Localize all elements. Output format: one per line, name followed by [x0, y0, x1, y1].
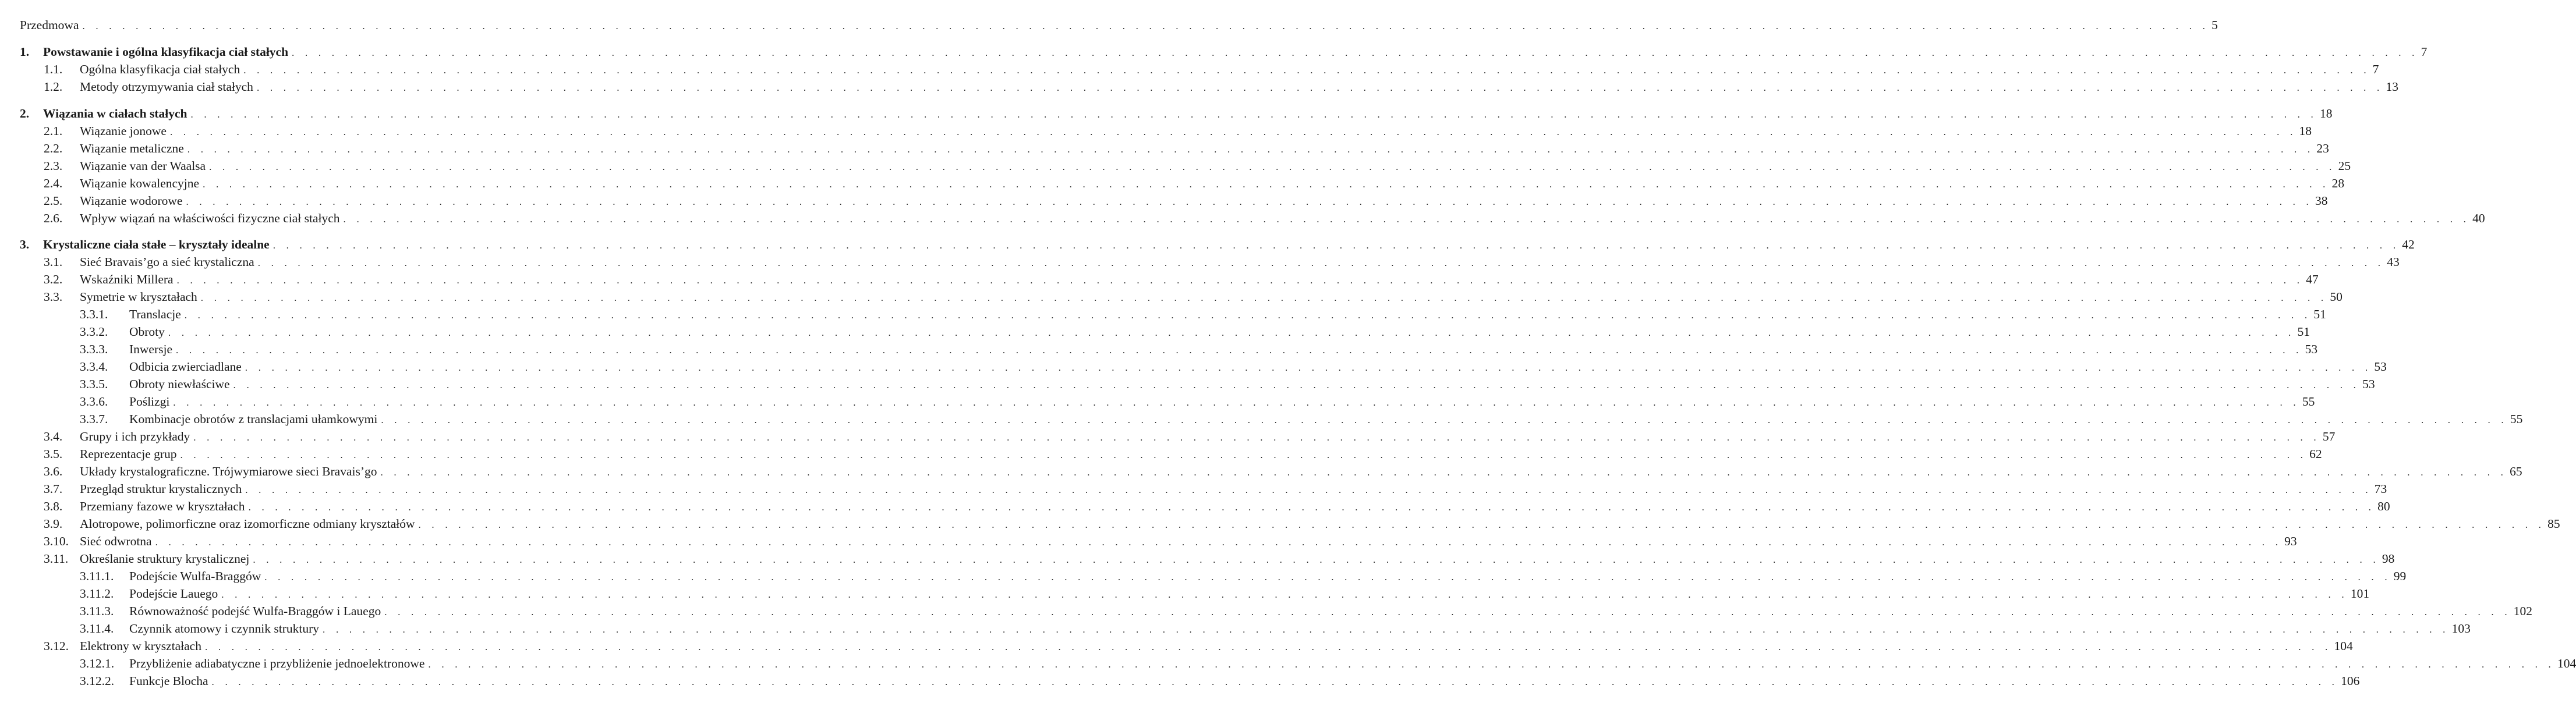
toc-entry-number: 2.5.: [44, 194, 63, 208]
toc-entry-page-number: 23: [2316, 141, 2329, 155]
dot-leader: . . . . . . . . . . . . . . . . . . . . . . . . . . . . . . . . . . . . . . . . . . . . . . . . . . . . . . . . . . . . . . . . . . . . . . . . . . . . . . . . . . . . . . . . . . . . . . . . . . . . . . . . . . . . . . . . . . . . . . . . . . . . . . . . . . . . . . . . . . . . . . . . . . . . . . . . . . . . . . . .: [187, 144, 2315, 155]
toc-entry-page-number: 62: [2309, 447, 2322, 461]
toc-entry[interactable]: [80, 393, 2315, 410]
toc-entry-number: 3.11.: [44, 552, 69, 566]
toc-entry[interactable]: [20, 236, 2415, 253]
toc-entry-title: Wiązanie metaliczne: [80, 141, 184, 155]
toc-entry-title: Alotropowe, polimorficzne oraz izomorficzne odmiany kryształów: [80, 517, 415, 531]
toc-entry[interactable]: [44, 481, 2387, 497]
toc-entry-number: 3.9.: [44, 517, 63, 531]
dot-leader: . . . . . . . . . . . . . . . . . . . . . . . . . . . . . . . . . . . . . . . . . . . . . . . . . . . . . . . . . . . . . . . . . . . . . . . . . . . . . . . . . . . . . . . . . . . . . . . . . . . . . . . . . . . . . . . . . . . . . . . . . . . . . . . . . . . . . . . . . . . . . . . . . . . . . . . . . . . . . . . .: [248, 502, 2376, 513]
toc-entry-number: 3.7.: [44, 482, 63, 496]
dot-leader: . . . . . . . . . . . . . . . . . . . . . . . . . . . . . . . . . . . . . . . . . . . . . . . . . . . . . . . . . . . . . . . . . . . . . . . . . . . . . . . . . . . . . . . . . . . . . . . . . . . . . . . . . . . . . . . . . . . . . . . . . . . . . . . . . . . . . . . . . . . . . . . . . . . . . . . . . . . . . . . .: [380, 467, 2508, 478]
toc-entry-title: Reprezentacje grup: [80, 447, 177, 461]
toc-entry-title: Przemiany fazowe w kryształach: [80, 499, 245, 513]
dot-leader: . . . . . . . . . . . . . . . . . . . . . . . . . . . . . . . . . . . . . . . . . . . . . . . . . . . . . . . . . . . . . . . . . . . . . . . . . . . . . . . . . . . . . . . . . . . . . . . . . . . . . . . . . . . . . . . . . . . . . . . . . . . . . . . . . . . . . . . . . . . . . . . . . . . . . . . . . . . . . . . .: [200, 292, 2328, 303]
dot-leader: . . . . . . . . . . . . . . . . . . . . . . . . . . . . . . . . . . . . . . . . . . . . . . . . . . . . . . . . . . . . . . . . . . . . . . . . . . . . . . . . . . . . . . . . . . . . . . . . . . . . . . . . . . . . . . . . . . . . . . . . . . . . . . . . . . . . . . . . . . . . . . . . . . . . . . . . . . . . . . . .: [169, 126, 2297, 137]
toc-entry-title: Wiązanie van der Waalsa: [80, 159, 206, 173]
toc-entry-title: Czynnik atomowy i czynnik struktury: [129, 622, 320, 636]
toc-entry[interactable]: [44, 140, 2329, 157]
dot-leader: . . . . . . . . . . . . . . . . . . . . . . . . . . . . . . . . . . . . . . . . . . . . . . . . . . . . . . . . . . . . . . . . . . . . . . . . . . . . . . . . . . . . . . . . . . . . . . . . . . . . . . . . . . . . . . . . . . . . . . . . . . . . . . . . . . . . . . . . . . . . . . . . . . . . . . . . . . . . . . . .: [381, 414, 2508, 425]
toc-entry-title: Funkcje Blocha: [129, 674, 208, 688]
dot-leader: . . . . . . . . . . . . . . . . . . . . . . . . . . . . . . . . . . . . . . . . . . . . . . . . . . . . . . . . . . . . . . . . . . . . . . . . . . . . . . . . . . . . . . . . . . . . . . . . . . . . . . . . . . . . . . . . . . . . . . . . . . . . . . . . . . . . . . . . . . . . . . . . . . . . . . . . . . . . . . . .: [193, 432, 2320, 443]
toc-entry-title: Obroty niewłaściwe: [129, 377, 230, 391]
toc-entry-number: 3.12.2.: [80, 674, 115, 688]
toc-entry-number: 3.5.: [44, 447, 63, 461]
toc-entry-title: Kombinacje obrotów z translacjami ułamkowymi: [129, 412, 378, 426]
toc-entry-page-number: 18: [2299, 124, 2312, 138]
toc-entry-title: Podejście Wulfa-Braggów: [129, 569, 261, 583]
toc-entry-page-number: 51: [2313, 307, 2326, 321]
toc-entry-page-number: 28: [2331, 176, 2345, 190]
toc-entry-title: Wskaźniki Millera: [80, 272, 174, 286]
toc-entry-page-number: 103: [2451, 622, 2471, 636]
toc-entry-title: Powstawanie i ogólna klasyfikacja ciał stałych: [43, 45, 289, 59]
toc-entry-title: Określanie struktury krystalicznej: [80, 552, 250, 566]
toc-entry-page-number: 40: [2472, 211, 2485, 225]
dot-leader: . . . . . . . . . . . . . . . . . . . . . . . . . . . . . . . . . . . . . . . . . . . . . . . . . . . . . . . . . . . . . . . . . . . . . . . . . . . . . . . . . . . . . . . . . . . . . . . . . . . . . . . . . . . . . . . . . . . . . . . . . . . . . . . . . . . . . . . . . . . . . . . . . . . . . . . . . . . . . . . .: [245, 484, 2372, 495]
toc-entry-page-number: 55: [2302, 395, 2315, 409]
toc-entry[interactable]: [44, 254, 2400, 270]
toc-entry-page-number: 53: [2362, 377, 2375, 391]
toc-entry[interactable]: [44, 551, 2395, 567]
toc-entry[interactable]: [20, 44, 2428, 60]
dot-leader: . . . . . . . . . . . . . . . . . . . . . . . . . . . . . . . . . . . . . . . . . . . . . . . . . . . . . . . . . . . . . . . . . . . . . . . . . . . . . . . . . . . . . . . . . . . . . . . . . . . . . . . . . . . . . . . . . . . . . . . . . . . . . . . . . . . . . . . . . . . . . . . . . . . . . . . . . . . . . . . .: [256, 82, 2384, 93]
dot-leader: . . . . . . . . . . . . . . . . . . . . . . . . . . . . . . . . . . . . . . . . . . . . . . . . . . . . . . . . . . . . . . . . . . . . . . . . . . . . . . . . . . . . . . . . . . . . . . . . . . . . . . . . . . . . . . . . . . . . . . . . . . . . . . . . . . . . . . . . . . . . . . . . . . . . . . . . . . . . . . . .: [292, 47, 2419, 58]
toc-entry-number: 3.3.4.: [80, 360, 108, 374]
dot-leader: . . . . . . . . . . . . . . . . . . . . . . . . . . . . . . . . . . . . . . . . . . . . . . . . . . . . . . . . . . . . . . . . . . . . . . . . . . . . . . . . . . . . . . . . . . . . . . . . . . . . . . . . . . . . . . . . . . . . . . . . . . . . . . . . . . . . . . . . . . . . . . . . . . . . . . . . . . . . . . . .: [257, 257, 2385, 268]
toc-entry[interactable]: [80, 411, 2523, 427]
dot-leader: . . . . . . . . . . . . . . . . . . . . . . . . . . . . . . . . . . . . . . . . . . . . . . . . . . . . . . . . . . . . . . . . . . . . . . . . . . . . . . . . . . . . . . . . . . . . . . . . . . . . . . . . . . . . . . . . . . . . . . . . . . . . . . . . . . . . . . . . . . . . . . . . . . . . . . . . . . . . . . . .: [264, 571, 2391, 583]
dot-leader: . . . . . . . . . . . . . . . . . . . . . . . . . . . . . . . . . . . . . . . . . . . . . . . . . . . . . . . . . . . . . . . . . . . . . . . . . . . . . . . . . . . . . . . . . . . . . . . . . . . . . . . . . . . . . . . . . . . . . . . . . . . . . . . . . . . . . . . . . . . . . . . . . . . . . . . . . . . . . . . .: [186, 196, 2313, 207]
toc-entry-page-number: 101: [2350, 587, 2370, 601]
toc-entry-number: 3.10.: [44, 534, 69, 548]
toc-entry-title: Równoważność podejść Wulfa-Braggów i Lauego: [129, 604, 381, 618]
toc-entry-page-number: 73: [2374, 482, 2387, 496]
toc-entry-number: 3.1.: [44, 255, 63, 269]
toc-entry-title: Przybliżenie adiabatyczne i przybliżenie jednoelektronowe: [129, 656, 425, 670]
dot-leader: . . . . . . . . . . . . . . . . . . . . . . . . . . . . . . . . . . . . . . . . . . . . . . . . . . . . . . . . . . . . . . . . . . . . . . . . . . . . . . . . . . . . . . . . . . . . . . . . . . . . . . . . . . . . . . . . . . . . . . . . . . . . . . . . . . . . . . . . . . . . . . . . . . . . . . . . . . . . . . . .: [176, 345, 2303, 356]
toc-entry[interactable]: [44, 210, 2485, 226]
toc-entry-page-number: 80: [2377, 499, 2390, 513]
toc-entry-page-number: 55: [2510, 412, 2523, 426]
toc-entry[interactable]: [80, 603, 2533, 619]
toc-entry-number: 3.12.: [44, 639, 69, 653]
toc-entry-page-number: 57: [2322, 429, 2336, 443]
toc-entry-number: 2.2.: [44, 141, 63, 155]
toc-entry-number: 3.11.1.: [80, 569, 114, 583]
toc-entry-page-number: 65: [2510, 464, 2522, 478]
dot-leader: . . . . . . . . . . . . . . . . . . . . . . . . . . . . . . . . . . . . . . . . . . . . . . . . . . . . . . . . . . . . . . . . . . . . . . . . . . . . . . . . . . . . . . . . . . . . . . . . . . . . . . . . . . . . . . . . . . . . . . . . . . . . . . . . . . . . . . . . . . . . . . . . . . . . . . . . . . . . . . . .: [343, 214, 2471, 225]
dot-leader: . . . . . . . . . . . . . . . . . . . . . . . . . . . . . . . . . . . . . . . . . . . . . . . . . . . . . . . . . . . . . . . . . . . . . . . . . . . . . . . . . . . . . . . . . . . . . . . . . . . . . . . . . . . . . . . . . . . . . . . . . . . . . . . . . . . . . . . . . . . . . . . . . . . . . . . . . . . . . . . .: [384, 606, 2511, 617]
toc-entry[interactable]: [44, 463, 2522, 480]
toc-entry-page-number: 85: [2547, 517, 2560, 531]
toc-entry[interactable]: [80, 376, 2375, 392]
toc-entry-page-number: 7: [2421, 45, 2428, 59]
toc-entry-page-number: 7: [2372, 62, 2379, 76]
toc-entry-number: 3.8.: [44, 499, 63, 513]
toc-entry-page-number: 18: [2320, 106, 2333, 120]
toc-entry-number: 3.2.: [44, 272, 63, 286]
toc-entry-page-number: 99: [2393, 569, 2407, 583]
toc-entry[interactable]: [44, 289, 2343, 305]
dot-leader: . . . . . . . . . . . . . . . . . . . . . . . . . . . . . . . . . . . . . . . . . . . . . . . . . . . . . . . . . . . . . . . . . . . . . . . . . . . . . . . . . . . . . . . . . . . . . . . . . . . . . . . . . . . . . . . . . . . . . . . . . . . . . . . . . . . . . . . . . . . . . . . . . . . . . . . . . . . . . . . .: [253, 554, 2380, 565]
toc-entry-title: Translacje: [129, 307, 181, 321]
toc-entry-page-number: 93: [2284, 534, 2297, 548]
toc-entry-title: Elektrony w kryształach: [80, 639, 201, 653]
toc-entry-title: Sieć odwrotna: [80, 534, 152, 548]
toc-entry-title: Odbicia zwierciadlane: [129, 360, 242, 374]
toc-entry-number: 3.3.6.: [80, 395, 108, 409]
toc-entry[interactable]: [80, 324, 2310, 340]
toc-entry[interactable]: [20, 17, 2218, 33]
toc-entry-number: 3.3.: [44, 290, 63, 304]
toc-entry-number: 3.3.7.: [80, 412, 108, 426]
toc-entry[interactable]: [44, 79, 2398, 95]
toc-entry[interactable]: [20, 105, 2333, 122]
dot-leader: . . . . . . . . . . . . . . . . . . . . . . . . . . . . . . . . . . . . . . . . . . . . . . . . . . . . . . . . . . . . . . . . . . . . . . . . . . . . . . . . . . . . . . . . . . . . . . . . . . . . . . . . . . . . . . . . . . . . . . . . . . . . . . . . . . . . . . . . . . . . . . . . . . . . . . . . . . . . . . . .: [180, 449, 2308, 460]
toc-entry-page-number: 53: [2374, 360, 2387, 374]
toc-entry-number: 3.4.: [44, 429, 63, 443]
toc-entry-page-number: 25: [2338, 159, 2351, 173]
toc-entry[interactable]: [80, 341, 2318, 357]
toc-entry[interactable]: [80, 620, 2471, 637]
dot-leader: . . . . . . . . . . . . . . . . . . . . . . . . . . . . . . . . . . . . . . . . . . . . . . . . . . . . . . . . . . . . . . . . . . . . . . . . . . . . . . . . . . . . . . . . . . . . . . . . . . . . . . . . . . . . . . . . . . . . . . . . . . . . . . . . . . . . . . . . . . . . . . . . . . . . . . . . . . . . . . . .: [155, 537, 2283, 548]
toc-entry[interactable]: [80, 358, 2387, 375]
dot-leader: . . . . . . . . . . . . . . . . . . . . . . . . . . . . . . . . . . . . . . . . . . . . . . . . . . . . . . . . . . . . . . . . . . . . . . . . . . . . . . . . . . . . . . . . . . . . . . . . . . . . . . . . . . . . . . . . . . . . . . . . . . . . . . . . . . . . . . . . . . . . . . . . . . . . . . . . . . . . . . . .: [184, 310, 2312, 321]
dot-leader: . . . . . . . . . . . . . . . . . . . . . . . . . . . . . . . . . . . . . . . . . . . . . . . . . . . . . . . . . . . . . . . . . . . . . . . . . . . . . . . . . . . . . . . . . . . . . . . . . . . . . . . . . . . . . . . . . . . . . . . . . . . . . . . . . . . . . . . . . . . . . . . . . . . . . . . . . . . . . . . .: [203, 179, 2330, 190]
toc-entry[interactable]: [44, 271, 2319, 287]
toc-entry-page-number: 43: [2387, 255, 2400, 269]
toc-entry-number: 3.6.: [44, 464, 63, 478]
toc-entry[interactable]: [44, 533, 2297, 549]
toc-entry-title: Sieć Bravais’go a sieć krystaliczna: [80, 255, 254, 269]
toc-entry-title: Inwersje: [129, 342, 173, 356]
toc-entry-title: Metody otrzymywania ciał stałych: [80, 80, 253, 94]
toc-entry[interactable]: [44, 516, 2560, 532]
toc-entry-number: 3.3.2.: [80, 325, 108, 339]
toc-entry[interactable]: [44, 498, 2390, 514]
toc-entry-number: 2.1.: [44, 124, 63, 138]
toc-entry-title: Przedmowa: [20, 18, 79, 32]
toc-entry-title: Poślizgi: [129, 395, 170, 409]
toc-entry-page-number: 5: [2211, 18, 2218, 32]
toc-entry[interactable]: [80, 655, 2576, 672]
toc-entry-page-number: 42: [2402, 237, 2415, 251]
dot-leader: . . . . . . . . . . . . . . . . . . . . . . . . . . . . . . . . . . . . . . . . . . . . . . . . . . . . . . . . . . . . . . . . . . . . . . . . . . . . . . . . . . . . . . . . . . . . . . . . . . . . . . . . . . . . . . . . . . . . . . . . . . . . . . . . . . . . . . . . . . . . . . . . . . . . . . . . . . . . . . . .: [428, 659, 2555, 670]
toc-entry[interactable]: [80, 585, 2370, 602]
dot-leader: . . . . . . . . . . . . . . . . . . . . . . . . . . . . . . . . . . . . . . . . . . . . . . . . . . . . . . . . . . . . . . . . . . . . . . . . . . . . . . . . . . . . . . . . . . . . . . . . . . . . . . . . . . . . . . . . . . . . . . . . . . . . . . . . . . . . . . . . . . . . . . . . . . . . . . . . . . . . . . . .: [209, 161, 2336, 172]
toc-entry-title: Wiązanie kowalencyjne: [80, 176, 200, 190]
toc-entry[interactable]: [44, 446, 2322, 462]
toc-entry-title: Ogólna klasyfikacja ciał stałych: [80, 62, 240, 76]
toc-entry-number: 1.1.: [44, 62, 63, 76]
toc-entry-title: Przegląd struktur krystalicznych: [80, 482, 242, 496]
dot-leader: . . . . . . . . . . . . . . . . . . . . . . . . . . . . . . . . . . . . . . . . . . . . . . . . . . . . . . . . . . . . . . . . . . . . . . . . . . . . . . . . . . . . . . . . . . . . . . . . . . . . . . . . . . . . . . . . . . . . . . . . . . . . . . . . . . . . . . . . . . . . . . . . . . . . . . . . . . . . . . . .: [176, 275, 2304, 286]
toc-entry[interactable]: [80, 673, 2360, 689]
toc-entry-title: Wiązanie wodorowe: [80, 194, 183, 208]
toc-entry-title: Wiązania w ciałach stałych: [43, 106, 187, 120]
toc-entry[interactable]: [44, 61, 2379, 77]
dot-leader: . . . . . . . . . . . . . . . . . . . . . . . . . . . . . . . . . . . . . . . . . . . . . . . . . . . . . . . . . . . . . . . . . . . . . . . . . . . . . . . . . . . . . . . . . . . . . . . . . . . . . . . . . . . . . . . . . . . . . . . . . . . . . . . . . . . . . . . . . . . . . . . . . . . . . . . . . . . . . . . .: [204, 641, 2332, 652]
toc-entry-number: 1.2.: [44, 80, 63, 94]
toc-entry[interactable]: [44, 123, 2312, 139]
toc-entry-number: 2.: [20, 106, 30, 120]
toc-entry-title: Krystaliczne ciała stałe – kryształy idealne: [43, 237, 270, 251]
dot-leader: . . . . . . . . . . . . . . . . . . . . . . . . . . . . . . . . . . . . . . . . . . . . . . . . . . . . . . . . . . . . . . . . . . . . . . . . . . . . . . . . . . . . . . . . . . . . . . . . . . . . . . . . . . . . . . . . . . . . . . . . . . . . . . . . . . . . . . . . . . . . . . . . . . . . . . . . . . . . . . . .: [323, 624, 2450, 635]
toc-entry-page-number: 38: [2315, 194, 2328, 208]
dot-leader: . . . . . . . . . . . . . . . . . . . . . . . . . . . . . . . . . . . . . . . . . . . . . . . . . . . . . . . . . . . . . . . . . . . . . . . . . . . . . . . . . . . . . . . . . . . . . . . . . . . . . . . . . . . . . . . . . . . . . . . . . . . . . . . . . . . . . . . . . . . . . . . . . . . . . . . . . . . . . . . .: [233, 379, 2361, 390]
dot-leader: . . . . . . . . . . . . . . . . . . . . . . . . . . . . . . . . . . . . . . . . . . . . . . . . . . . . . . . . . . . . . . . . . . . . . . . . . . . . . . . . . . . . . . . . . . . . . . . . . . . . . . . . . . . . . . . . . . . . . . . . . . . . . . . . . . . . . . . . . . . . . . . . . . . . . . . . . . . . . . . .: [418, 519, 2546, 530]
toc-entry-number: 1.: [20, 45, 30, 59]
toc-entry-number: 3.11.3.: [80, 604, 114, 618]
toc-entry-number: 2.6.: [44, 211, 63, 225]
toc-entry-number: 3.11.4.: [80, 622, 114, 636]
toc-entry-page-number: 51: [2297, 325, 2310, 339]
toc-entry-number: 3.12.1.: [80, 656, 115, 670]
toc-entry-number: 2.3.: [44, 159, 63, 173]
dot-leader: . . . . . . . . . . . . . . . . . . . . . . . . . . . . . . . . . . . . . . . . . . . . . . . . . . . . . . . . . . . . . . . . . . . . . . . . . . . . . . . . . . . . . . . . . . . . . . . . . . . . . . . . . . . . . . . . . . . . . . . . . . . . . . . . . . . . . . . . . . . . . . . . . . . . . . . . . . . . . . . .: [82, 20, 2210, 31]
toc-entry[interactable]: [44, 175, 2345, 191]
toc-entry-page-number: 104: [2334, 639, 2353, 653]
toc-entry-number: 3.: [20, 237, 30, 251]
toc-entry[interactable]: [80, 568, 2407, 584]
toc-entry-number: 3.3.1.: [80, 307, 108, 321]
dot-leader: . . . . . . . . . . . . . . . . . . . . . . . . . . . . . . . . . . . . . . . . . . . . . . . . . . . . . . . . . . . . . . . . . . . . . . . . . . . . . . . . . . . . . . . . . . . . . . . . . . . . . . . . . . . . . . . . . . . . . . . . . . . . . . . . . . . . . . . . . . . . . . . . . . . . . . . . . . . . . . . .: [221, 589, 2348, 600]
toc-entry-number: 3.3.3.: [80, 342, 108, 356]
toc-entry-title: Układy krystalograficzne. Trójwymiarowe sieci Bravais’go: [80, 464, 377, 478]
toc-entry-page-number: 104: [2557, 656, 2576, 670]
toc-entry-page-number: 106: [2341, 674, 2360, 688]
dot-leader: . . . . . . . . . . . . . . . . . . . . . . . . . . . . . . . . . . . . . . . . . . . . . . . . . . . . . . . . . . . . . . . . . . . . . . . . . . . . . . . . . . . . . . . . . . . . . . . . . . . . . . . . . . . . . . . . . . . . . . . . . . . . . . . . . . . . . . . . . . . . . . . . . . . . . . . . . . . . . . . .: [168, 327, 2295, 338]
toc-entry-title: Wpływ wiązań na właściwości fizyczne ciał stałych: [80, 211, 340, 225]
toc-entry[interactable]: [44, 638, 2353, 654]
toc-entry-number: 3.3.5.: [80, 377, 108, 391]
toc-entry-title: Symetrie w kryształach: [80, 290, 197, 304]
toc-entry-page-number: 47: [2306, 272, 2319, 286]
toc-entry-title: Grupy i ich przykłady: [80, 429, 190, 443]
toc-entry-page-number: 53: [2305, 342, 2318, 356]
toc-entry[interactable]: [44, 428, 2336, 445]
dot-leader: . . . . . . . . . . . . . . . . . . . . . . . . . . . . . . . . . . . . . . . . . . . . . . . . . . . . . . . . . . . . . . . . . . . . . . . . . . . . . . . . . . . . . . . . . . . . . . . . . . . . . . . . . . . . . . . . . . . . . . . . . . . . . . . . . . . . . . . . . . . . . . . . . . . . . . . . . . . . . . . .: [211, 676, 2339, 687]
toc-entry-page-number: 13: [2386, 80, 2398, 94]
dot-leader: . . . . . . . . . . . . . . . . . . . . . . . . . . . . . . . . . . . . . . . . . . . . . . . . . . . . . . . . . . . . . . . . . . . . . . . . . . . . . . . . . . . . . . . . . . . . . . . . . . . . . . . . . . . . . . . . . . . . . . . . . . . . . . . . . . . . . . . . . . . . . . . . . . . . . . . . . . . . . . . .: [273, 240, 2400, 251]
dot-leader: . . . . . . . . . . . . . . . . . . . . . . . . . . . . . . . . . . . . . . . . . . . . . . . . . . . . . . . . . . . . . . . . . . . . . . . . . . . . . . . . . . . . . . . . . . . . . . . . . . . . . . . . . . . . . . . . . . . . . . . . . . . . . . . . . . . . . . . . . . . . . . . . . . . . . . . . . . . . . . . .: [173, 397, 2300, 408]
dot-leader: . . . . . . . . . . . . . . . . . . . . . . . . . . . . . . . . . . . . . . . . . . . . . . . . . . . . . . . . . . . . . . . . . . . . . . . . . . . . . . . . . . . . . . . . . . . . . . . . . . . . . . . . . . . . . . . . . . . . . . . . . . . . . . . . . . . . . . . . . . . . . . . . . . . . . . . . . . . . . . . .: [190, 109, 2318, 120]
dot-leader: . . . . . . . . . . . . . . . . . . . . . . . . . . . . . . . . . . . . . . . . . . . . . . . . . . . . . . . . . . . . . . . . . . . . . . . . . . . . . . . . . . . . . . . . . . . . . . . . . . . . . . . . . . . . . . . . . . . . . . . . . . . . . . . . . . . . . . . . . . . . . . . . . . . . . . . . . . . . . . . .: [245, 362, 2372, 373]
toc-entry[interactable]: [44, 158, 2351, 174]
toc-entry-title: Obroty: [129, 325, 165, 339]
toc-entry[interactable]: [80, 306, 2326, 322]
dot-leader: . . . . . . . . . . . . . . . . . . . . . . . . . . . . . . . . . . . . . . . . . . . . . . . . . . . . . . . . . . . . . . . . . . . . . . . . . . . . . . . . . . . . . . . . . . . . . . . . . . . . . . . . . . . . . . . . . . . . . . . . . . . . . . . . . . . . . . . . . . . . . . . . . . . . . . . . . . . . . . . .: [243, 65, 2370, 76]
toc-entry-page-number: 50: [2330, 290, 2343, 304]
toc-entry-page-number: 98: [2382, 552, 2395, 566]
toc-entry-number: 2.4.: [44, 176, 63, 190]
toc-entry-title: Podejście Lauego: [129, 587, 218, 601]
toc-entry-number: 3.11.2.: [80, 587, 114, 601]
toc-entry-page-number: 102: [2513, 604, 2533, 618]
toc-entry-title: Wiązanie jonowe: [80, 124, 167, 138]
toc-entry[interactable]: [44, 193, 2328, 209]
